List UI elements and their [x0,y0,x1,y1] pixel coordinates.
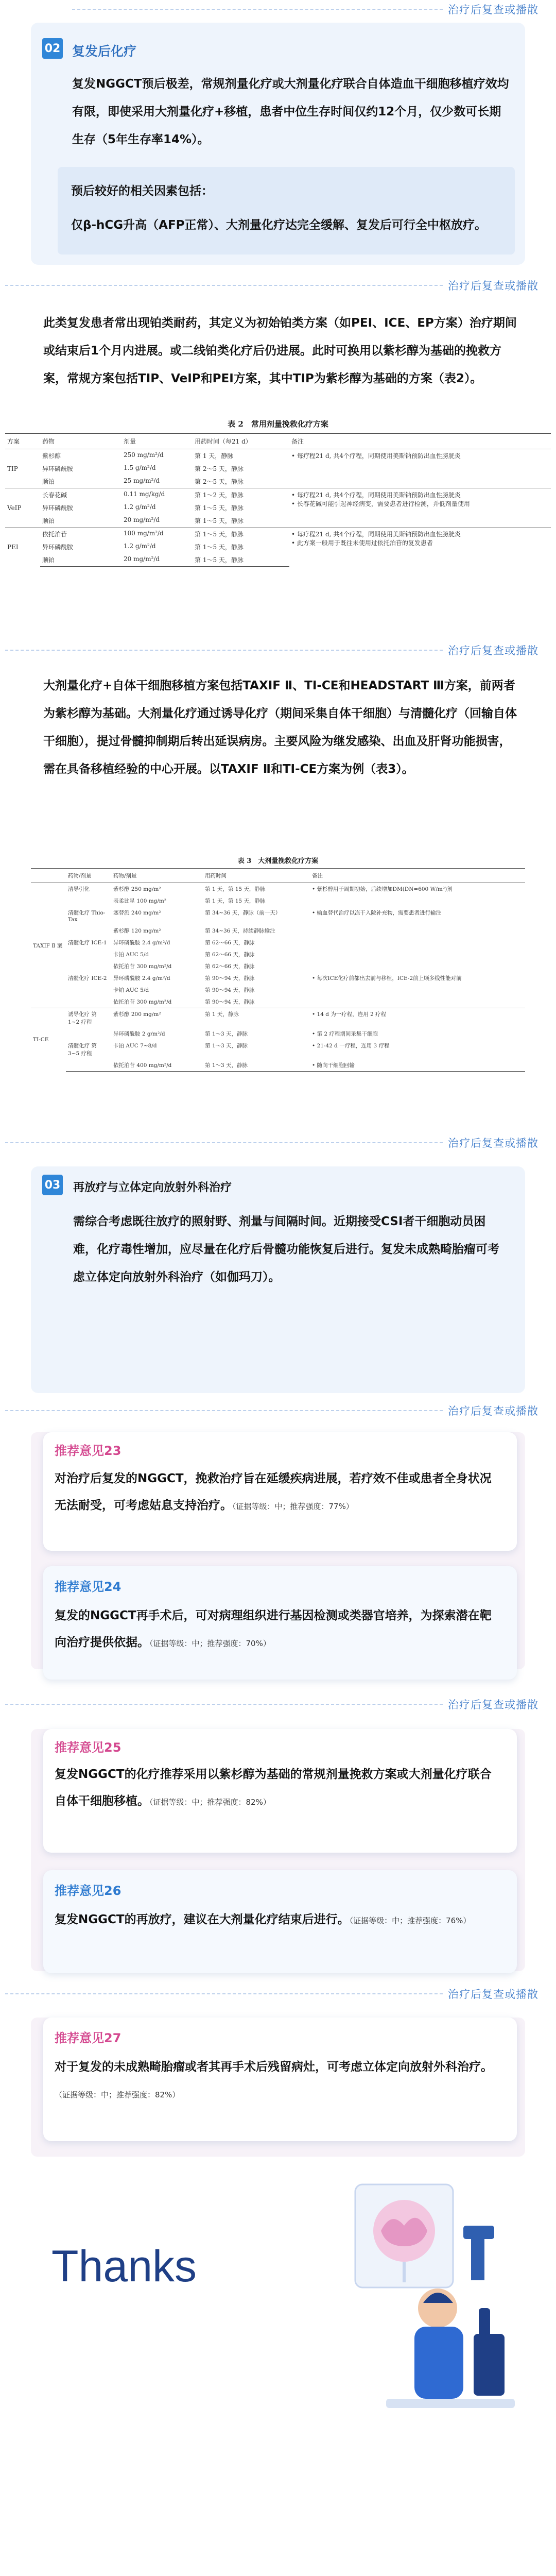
table-cell: 清髓化疗 Thio-Tax [68,910,106,923]
table-cell: 顺铂 [42,478,55,485]
table-cell: 25 mg/m²/d [124,477,160,484]
table-cell: 第 1～5 天，静脉 [195,544,244,551]
regimen-name: PEI [5,528,40,567]
table-header: 药物/剂量 [111,869,203,883]
relapse-chemo-card [31,23,525,265]
recommendation-title: 推荐意见24 [55,1580,121,1594]
table-cell: 20 mg/m²/d [124,516,160,523]
recommendation-25 [43,1729,517,1853]
table-cell: 紫杉醇 [40,449,121,463]
table-cell: 第 1～5 天，静脉 [195,517,244,524]
table-row [31,1040,525,1059]
table-row [31,972,525,984]
recommendation-title: 推荐意见26 [55,1884,121,1898]
table-header: 备注 [289,434,551,449]
table-cell: 20 mg/m²/d [121,553,193,567]
table-cell: 第 1～5 天，静脉 [195,504,244,512]
recommendation-title: 推荐意见23 [55,1444,121,1458]
recommendation-26 [43,1870,517,1973]
table-row [31,1059,525,1072]
table-cell: 卡铂 AUC 5/d [113,987,149,993]
table-cell [310,996,525,1008]
table-cell [66,984,111,996]
table-cell: 异环磷酰胺 2 g/m²/d [113,1031,165,1037]
table-cell: 1.5 g/m²/d [124,464,156,471]
table-row [5,528,551,541]
table-cell: 清导引化 [66,883,111,895]
table-cell: • 紫杉醇用于周期初始，后续增加DM(DN=600 W/m²)剂 [310,883,525,895]
table-cell: 表柔比星 100 mg/m² [113,898,167,904]
table-cell: 异环磷酰胺 2.4 g/m²/d [113,940,170,946]
recommendation-title: 推荐意见27 [55,2031,121,2045]
regimen-name: TIP [5,449,40,488]
recommendation-body: 复发的NGGCT再手术后，可对病理组织进行基因检测或类器官培养，为探索潜在靶向治疗提供依据。（证据等级：中；推荐强度：70%） [55,1609,492,1649]
table-cell: 第 34~36 天，静脉（前一天） [205,910,281,916]
thanks-heading: Thanks [51,2242,197,2291]
table-cell: 清髓化疗 第 3~5 疗程 [68,1043,97,1057]
table-header: 药物/剂量 [66,869,111,883]
section-number-03: 03 [42,1175,63,1195]
prognosis-body: 仅β-hCG升高（AFP正常）、大剂量化疗达完全缓解、复发后可行全中枢放疗。 [71,218,487,232]
table-cell: 紫杉醇 200 mg/m² [111,1008,203,1028]
table-header: 方案 [5,434,40,449]
table-cell: 第 1～2 天，静脉 [193,488,289,502]
table-cell [66,1028,111,1040]
table-cell: 异环磷酰胺 [42,504,74,512]
table-cell: 1.2 g/m²/d [124,543,156,550]
table-cell: 250 mg/m²/d [121,449,193,463]
recommendation-body: 复发NGGCT的化疗推荐采用以紫杉醇为基础的常规剂量挽救方案或大剂量化疗联合自体干细胞移植。（证据等级：中；推荐强度：82%） [55,1768,492,1808]
table-row [31,984,525,996]
section-tag: 治疗后复查或播散 [5,1401,556,1420]
table-cell: 长春花碱 [40,488,121,502]
table-cell: 异环磷酰胺 [42,544,74,551]
brain-microscope-illustration [309,2164,525,2421]
table-cell [310,925,525,937]
section-tag: 治疗后复查或播散 [5,276,556,295]
regimen-note: • 每疗程21 d, 共4个疗程，同期使用美斯钠预防出血性膀胱炎 [289,449,551,488]
table-cell: 第 1～5 天，静脉 [193,528,289,541]
table-cell: 第 1 天，静脉 [193,449,289,463]
recommendation-body: 复发NGGCT的再放疗，建议在大剂量化疗结束后进行。（证据等级：中；推荐强度：76%） [55,1913,471,1926]
table-cell: 顺铂 [42,517,55,524]
table-cell [310,960,525,972]
regimen-note: • 每疗程21 d, 共4个疗程，同期使用美斯钠预防出血性膀胱炎 • 长春花碱可能引起神经病变，需要患者进行检测，并低剂量使用 [289,488,551,528]
table-cell [310,948,525,960]
table-cell [66,996,111,1008]
section-title: 复发后化疗 [72,44,137,59]
table-cell: • 第 2 疗程期间采集干细胞 [312,1031,378,1037]
table-cell: 紫杉醇 120 mg/m² [113,928,161,934]
table-row [31,907,525,925]
regimen-note: • 每疗程21 d, 共4个疗程，同期使用美斯钠预防出血性膀胱炎 • 此方案一般用于既往未使用过依托泊苷的复发患者 [289,528,551,567]
table-row [5,488,551,502]
table-cell: • 每次ICE化疗前都出去前与移植，ICE-2前上顾多线性能对前 [312,975,462,981]
table-cell: 卡铂 AUC 7~8/d [113,1043,157,1049]
table-cell: • 随向干细胞回输 [310,1059,525,1072]
table-cell [310,984,525,996]
table-2 [5,418,551,567]
section-number-02: 02 [42,38,63,59]
recommendation-title: 推荐意见25 [55,1740,121,1755]
table-cell: 第 1～3 天，静脉 [205,1031,248,1037]
salvage-paragraph: 此类复发患者常出现铂类耐药，其定义为初始铂类方案（如PEI、ICE、EP方案）治疗期间或结束后1个月内进展。或二线铂类化疗后仍进展。此时可换用以紫杉醇为基础的挽救方案，常规方案包括TIP、VeIP和PEI方案，其中TIP为紫杉醇为基础的方案（表2）。 [43,316,517,385]
table-cell: 第 90～94 天，静脉 [205,999,255,1005]
table-cell: 依托泊苷 400 mg/m²/d [111,1059,203,1072]
section-title: 再放疗与立体定向放射外科治疗 [73,1181,232,1194]
table-cell: 第 62～66 天，静脉 [205,952,255,958]
table-cell: 诱导化疗 第 1~2 疗程 [66,1008,111,1028]
section-tag: 治疗后复查或播散 [5,1133,556,1152]
table-cell: 第 1 天，第 15 天，静脉 [203,883,310,895]
table-header: 用药时间（每21 d） [193,434,289,449]
table-3 [31,855,525,1072]
table-cell: 第 34~36 天，持续静脉输注 [205,928,275,934]
table-cell: • 21-42 d 一疗程，连用 3 疗程 [312,1043,390,1049]
table-row [31,925,525,937]
table-cell: 第 1～5 天，静脉 [193,553,289,567]
table-cell: 1.2 g/m²/d [124,503,156,511]
table-cell: 第 1～3 天，静脉 [203,1059,310,1072]
table-cell: 清髓化疗 ICE-1 [68,940,107,946]
table-header: 剂量 [121,434,193,449]
table-cell: 异环磷酰胺 [42,465,74,472]
table-cell: 塞替派 240 mg/m² [113,910,161,916]
table-2-title: 表 2 常用剂量挽救化疗方案 [228,419,328,429]
table-cell: 依托泊苷 300 mg/m²/d [113,963,172,970]
recommendation-body: 对于复发的未成熟畸胎瘤或者其再手术后残留病灶，可考虑立体定向放射外科治疗。（证据等级：中；推荐强度：82%） [55,2060,493,2099]
table-cell: • 输血替代治疗以冻干入院补充物，需要患者进行输注 [312,910,442,916]
table-row [31,948,525,960]
recommendation-body: 对治疗后复发的NGGCT，挽救治疗旨在延缓疾病进展，若疗效不佳或患者全身状况无法耐受，可考虑姑息支持治疗。（证据等级：中；推荐强度：77%） [55,1472,492,1512]
table-cell: • 14 d 为一疗程，连用 2 疗程 [310,1008,525,1028]
table-cell: 依托泊苷 300 mg/m²/d [113,999,172,1005]
table-row [31,960,525,972]
table-cell [66,1059,111,1072]
regimen-name: VeIP [5,488,40,528]
table-row [31,1008,525,1028]
section-tag: 治疗后复查或播散 [5,641,556,659]
table-cell [66,925,111,937]
recommendation-24 [43,1566,517,1680]
hdct-paragraph: 大剂量化疗+自体干细胞移植方案包括TAXIF Ⅱ、TI-CE和HEADSTART Ⅲ方案，前两者为紫杉醇为基础。大剂量化疗通过诱导化疗（期间采集自体干细胞）与清髓化疗（回输自体干细胞），提过骨髓抑制期后转出延误病房。主要风险为继发感染、出血及肝肾功能损害，需在具备移植经验的中心开展。以TAXIF Ⅱ和TI-CE方案为例（表3）。 [43,679,517,776]
table-cell: 第 1 天，静脉 [203,1008,310,1028]
table-header: 用药时间 [203,869,310,883]
table-header [31,869,66,883]
table-cell: 100 mg/m²/d [121,528,193,541]
prognosis-title: 预后较好的相关因素包括： [71,184,213,198]
table-row [5,449,551,463]
table-row [31,1028,525,1040]
table-cell [310,895,525,907]
table-cell: 清髓化疗 ICE-2 [68,975,107,981]
table-cell: 卡铂 AUC 5/d [113,952,149,958]
prognosis-box [58,167,515,255]
table-cell: 第 2～5 天，静脉 [195,465,244,472]
table-cell: 第 90～94 天，静脉 [205,975,255,981]
table-cell: 第 1～3 天，静脉 [205,1043,248,1049]
section-tag: 治疗后复查或播散 [72,0,556,19]
table-cell: 0.11 mg/kg/d [121,488,193,502]
table-row [31,996,525,1008]
table-header: 备注 [310,869,525,883]
table-cell [66,895,111,907]
table-cell: 第 2～5 天，静脉 [195,478,244,485]
regimen-name: TI-CE [31,1008,66,1072]
table-cell [66,960,111,972]
regimen-name: TAXIF Ⅱ 案 [31,883,66,1008]
reradiation-card [31,1166,525,1393]
recommendation-23 [43,1432,517,1551]
table-header: 药物 [40,434,121,449]
table-cell [66,948,111,960]
section-tag: 治疗后复查或播散 [5,1985,556,2003]
table-cell: 异环磷酰胺 2.4 g/m²/d [113,975,170,981]
table-cell: 紫杉醇 250 mg/m² [111,883,203,895]
table-cell: 顺铂 [40,553,121,567]
table-cell [310,937,525,948]
recommendation-27 [43,2018,517,2141]
reradiation-paragraph: 需综合考虑既往放疗的照射野、剂量与间隔时间。近期接受CSI者干细胞动员困难，化疗毒性增加，应尽量在化疗后骨髓功能恢复后进行。复发未成熟畸胎瘤可考虑立体定向放射外科治疗（如伽玛刀）。 [73,1215,499,1284]
table-cell: 第 1 天，第 15 天，静脉 [205,898,266,904]
table-row [31,895,525,907]
table-row [31,937,525,948]
table-3-title: 表 3 大剂量挽救化疗方案 [237,857,319,865]
relapse-chemo-paragraph: 复发NGGCT预后极差，常规剂量化疗或大剂量化疗联合自体造血干细胞移植疗效均有限，即使采用大剂量化疗+移植，患者中位生存时间仅约12个月，仅少数可长期生存（5年生存率14%）。 [72,77,509,146]
table-cell: 第 62～66 天，静脉 [205,940,255,946]
table-row [31,883,525,895]
table-cell: 依托泊苷 [40,528,121,541]
table-cell: 第 90～94 天，静脉 [205,987,255,993]
section-tag: 治疗后复查或播散 [5,1695,556,1714]
table-cell: 第 62～66 天，静脉 [205,963,255,970]
